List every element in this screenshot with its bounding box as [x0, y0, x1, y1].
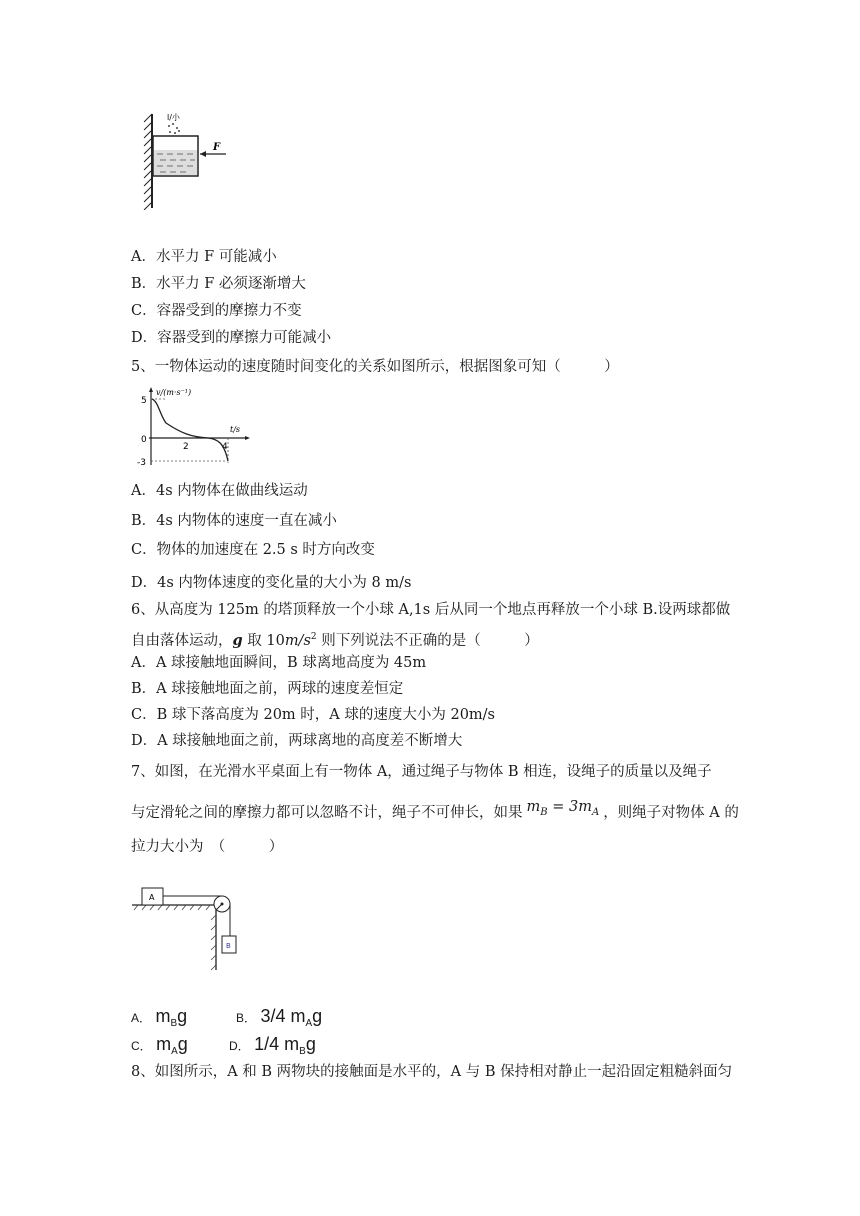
- q6-line1: 6、从高度为 125m 的塔顶释放一个小球 A,1s 后从同一个地点再释放一个小球 B.设两球都做: [131, 602, 731, 618]
- q4-option-a: A．水平力 F 可能减小: [131, 249, 277, 265]
- q7-option-a: A． $m_Bg$: [131, 1006, 188, 1030]
- ytick-0: 0: [141, 435, 147, 445]
- q5-option-a: A．4s 内物体在做曲线运动: [131, 483, 308, 499]
- q5-option-c: C．物体的加速度在 2.5 s 时方向改变: [131, 542, 375, 558]
- figure-label-top: l/小: [167, 113, 180, 122]
- q6-option-b: B．A 球接触地面之前，两球的速度差恒定: [131, 681, 404, 697]
- q7-line2: 与定滑轮之间的摩擦力都可以忽略不计，绳子不可伸长，如果 $m_B = 3m_A$ ，则绳子对物体 A 的: [131, 799, 739, 821]
- q7-option-d: D． 1/4 $m_Bg$: [229, 1034, 316, 1058]
- graph-ylabel: v/(m·s⁻¹): [156, 388, 192, 397]
- force-label: F: [213, 142, 221, 153]
- mass-ratio-formula: $m_B = 3m_A$: [526, 799, 600, 818]
- q7-option-b: B． 3/4 $m_Ag$: [236, 1006, 323, 1030]
- q6-option-d: D．A 球接触地面之前，两球离地的高度差不断增大: [131, 733, 463, 749]
- q4-option-c: C．容器受到的摩擦力不变: [131, 303, 302, 319]
- q5-option-d: D．4s 内物体速度的变化量的大小为 8 m/s: [131, 575, 412, 591]
- q7-line1: 7、如图，在光滑水平桌面上有一物体 A，通过绳子与物体 B 相连，设绳子的质量以及绳子: [131, 764, 712, 780]
- q5-stem: 5、一物体运动的速度随时间变化的关系如图所示，根据图象可知（ ）: [131, 359, 619, 375]
- q7-option-c: C． $m_Ag$: [131, 1034, 188, 1058]
- q6-option-a: A．A 球接触地面瞬间，B 球离地高度为 45m: [131, 655, 427, 671]
- ytick-neg3: -3: [137, 458, 146, 468]
- q4-option-b: B．水平力 F 必须逐渐增大: [131, 276, 306, 292]
- block-a-label: A: [149, 893, 155, 902]
- q6-line2: 自由落体运动，g 取 $10m/s^2$ 则下列说法不正确的是（ ）: [131, 631, 539, 649]
- wall-container-figure: [140, 110, 240, 210]
- ytick-5: 5: [141, 396, 147, 406]
- xtick-2: 2: [183, 442, 189, 452]
- pulley-figure: [128, 880, 248, 972]
- xtick-4: 4: [222, 442, 228, 452]
- q5-option-b: B．4s 内物体的速度一直在减小: [131, 513, 337, 529]
- q8-line1: 8、如图所示，A 和 B 两物块的接触面是水平的，A 与 B 保持相对静止一起沿固定粗糙斜面匀: [131, 1064, 733, 1080]
- velocity-time-graph: [136, 385, 252, 469]
- graph-xlabel: t/s: [230, 425, 241, 434]
- q4-option-d: D．容器受到的摩擦力可能减小: [131, 330, 332, 346]
- block-b-label: B: [226, 942, 231, 950]
- q6-option-c: C．B 球下落高度为 20m 时，A 球的速度大小为 20m/s: [131, 707, 495, 723]
- q7-line3: 拉力大小为 （ ）: [131, 839, 284, 855]
